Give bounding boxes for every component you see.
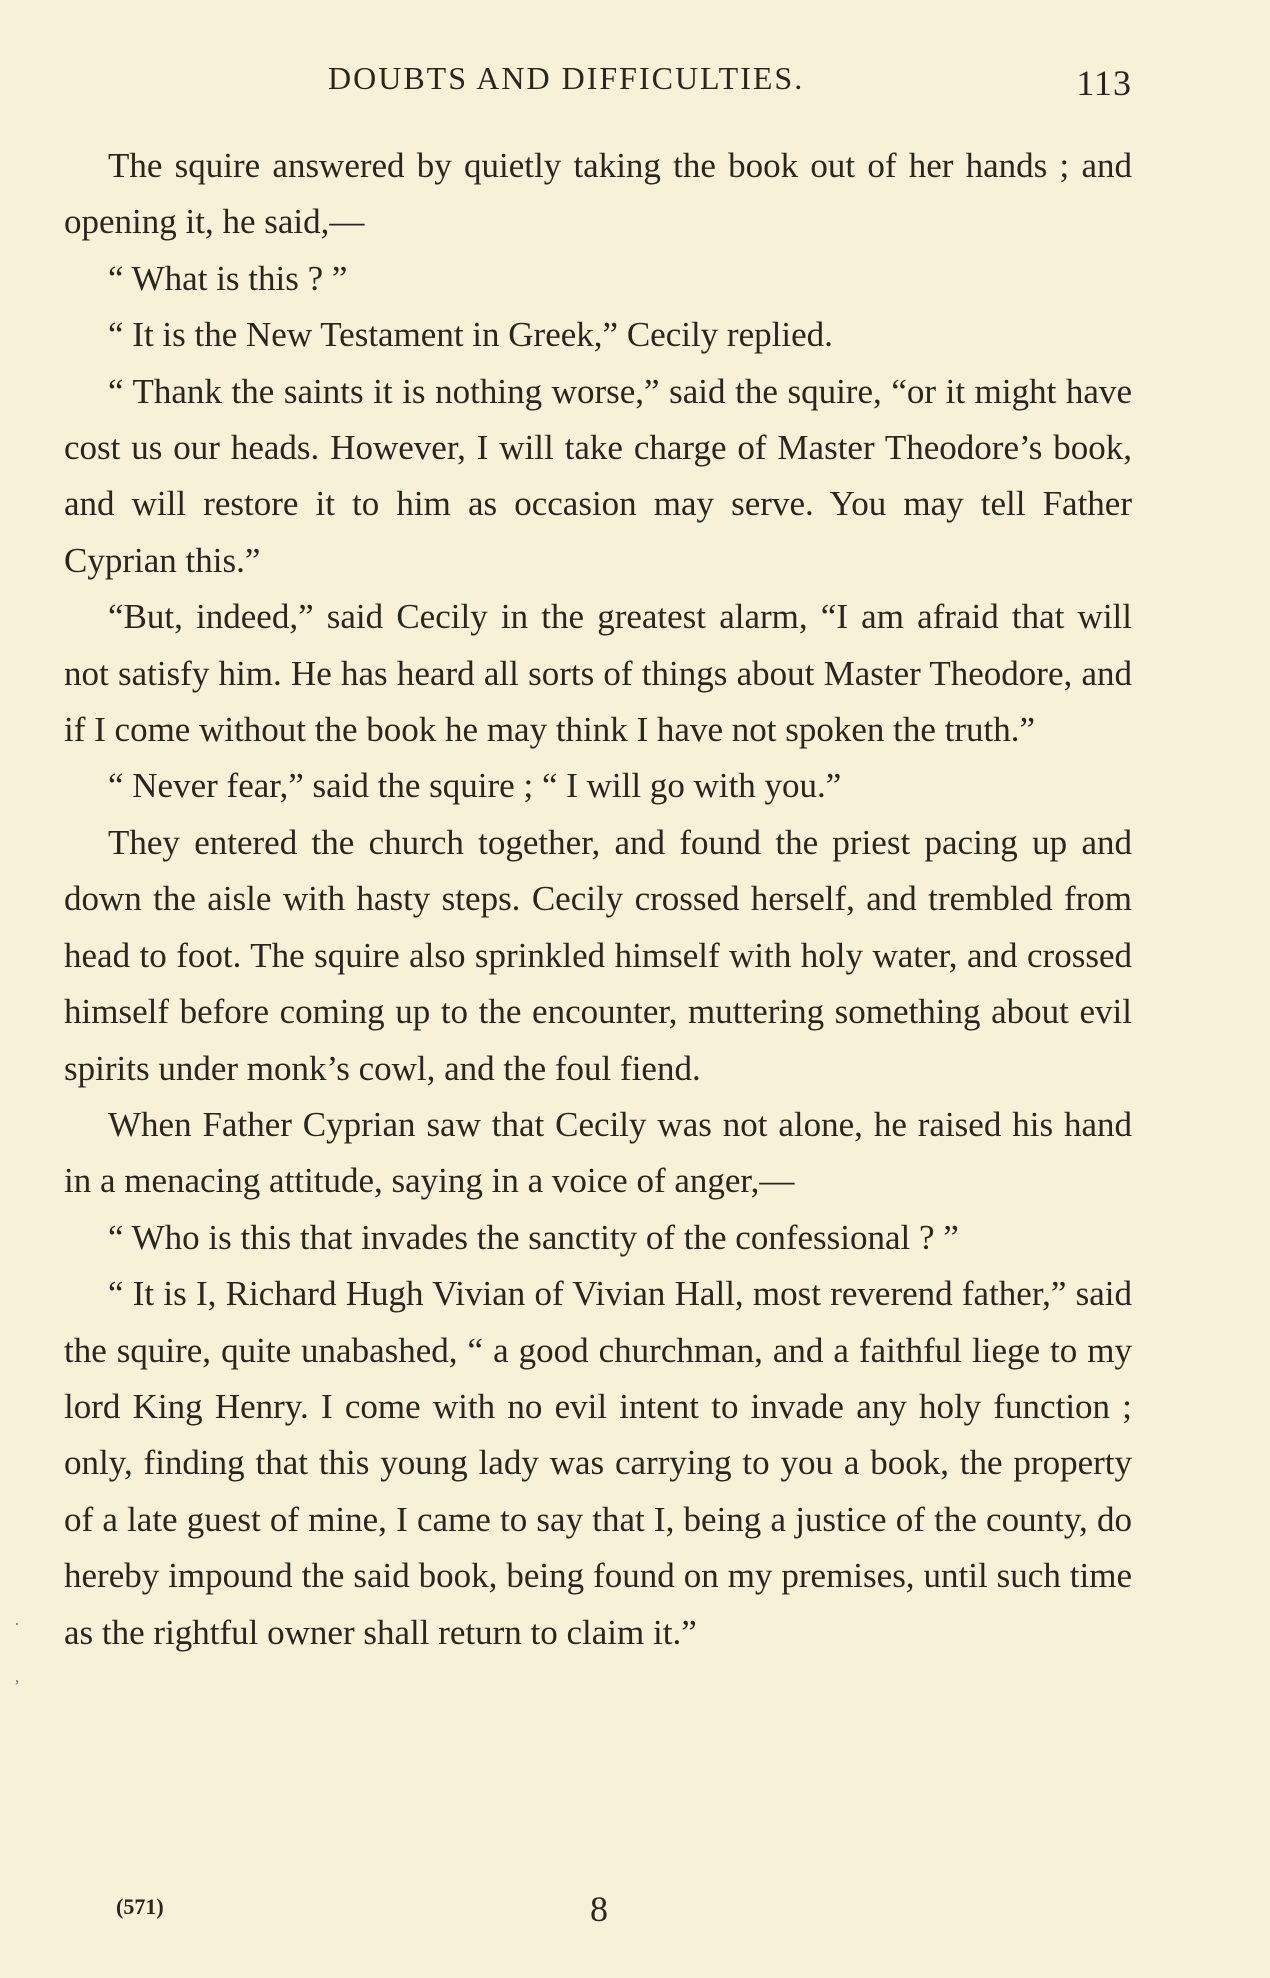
paragraph: “ Thank the saints it is nothing worse,” said the squire, “or it might have cost us our heads. However, I will take charge of Master Theodore’s book, and will restore it to him as occasion may serve. You may tell Father Cyprian this.” [64, 371, 1132, 580]
paragraph: “But, indeed,” said Cecily in the greatest alarm, “I am afraid that will not satisfy him. He has heard all sorts of things about Master Theodore, and if I come without the book he may think I have not spoken the truth.” [64, 597, 1132, 750]
signature-mark: (571) [116, 1894, 164, 1919]
margin-speck: ʼ [14, 1676, 20, 1696]
paragraph: “ Who is this that invades the sanctity of the confessional ? ” [108, 1217, 959, 1257]
paragraph: “ Never fear,” said the squire ; “ I will go with you.” [108, 766, 842, 806]
paragraph: “ It is I, Richard Hugh Vivian of Vivian Hall, most reverend father,” said the squire, quite unabashed, “ a good churchman, and a faithful liege to my lord King Henry. I come with no evil intent to invade any holy function ; only, finding that this young lady was carrying to you a book, the property of a late guest of mine, I came to say that I, being a justice of the county, do hereby impound the said book, being found on my premises, until such time as the rightful owner shall return to claim it.” [64, 1274, 1132, 1652]
paragraph: The squire answered by quietly taking the book out of her hands ; and opening it, he said,— [64, 146, 1132, 242]
page-footer [64, 1888, 1132, 1938]
running-head [64, 60, 1132, 110]
sheet-number: 8 [590, 1889, 608, 1929]
body-text [64, 138, 1132, 1661]
running-title: DOUBTS AND DIFFICULTIES. [328, 60, 805, 96]
margin-speck: · [14, 1614, 20, 1634]
paragraph: When Father Cyprian saw that Cecily was not alone, he raised his hand in a menacing attitude, saying in a voice of anger,— [64, 1104, 1132, 1201]
paragraph: They entered the church together, and found the priest pacing up and down the aisle with hasty steps. Cecily crossed herself, and trembled from head to foot. The squire also sprinkled himself with holy water, and crossed himself before coming up to the encounter, muttering something about evil spirits under monk’s cowl, and the foul fiend. [64, 822, 1132, 1088]
page-number: 113 [1076, 63, 1132, 103]
paragraph: “ What is this ? ” [108, 258, 348, 298]
paragraph: “ It is the New Testament in Greek,” Cecily replied. [108, 315, 833, 355]
